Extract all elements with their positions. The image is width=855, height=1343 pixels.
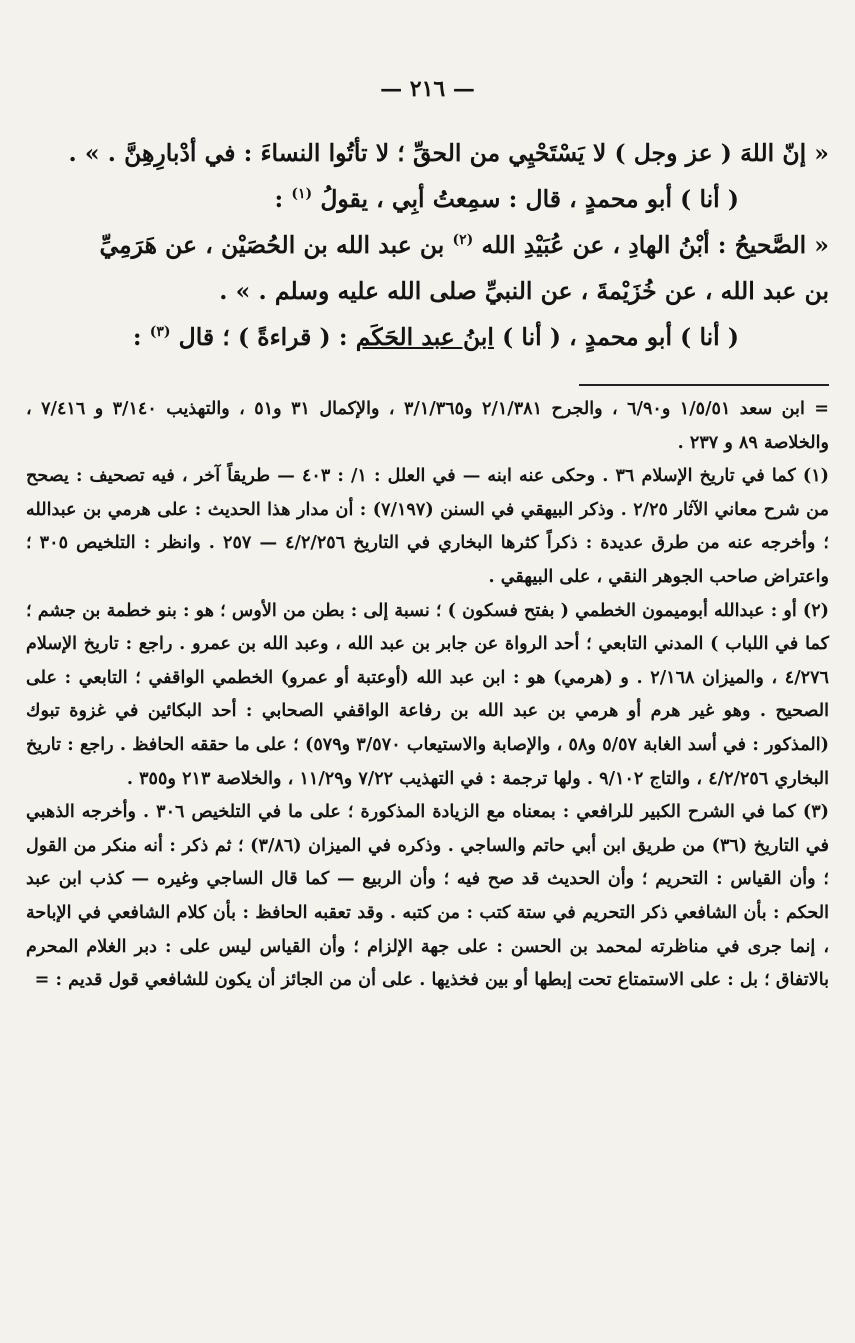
- footnote-continuation: = ابن سعد ١/٥/٥١ و٦/٩٠ ، والجرح ٢/١/٣٨١ و٣/١/٣٦٥ ، والإكمال ٣١ و٥١ ، والتهذيب ٣/١٤٠ و ٧/٤١٦ ، والخلاصة ٨٩ و ٢٣٧ .: [26, 398, 829, 453]
- footnote-ref-1: (١): [291, 186, 313, 203]
- footnote-3: (٣) كما في الشرح الكبير للرافعي : بمعناه مع الزيادة المذكورة ؛ على ما في التلخيص ٣٠٦ . وأخرجه الذهبي في التاريخ (٣٦) من طريق ابن أبي حاتم والساجي . وذكره في الميزان (٣/٨٦) ؛ ثم ذكر : أنه منكر من القول ؛ وأن القياس : التحريم ؛ وأن الحديث قد صح فيه ؛ وأن الربيع — كما قال الساجي وغيره — كذب ابن عبد الحكم : بأن الشافعي ذكر التحريم في ستة كتب : من كتبه . وقد تعقبه الحافظ : بأن كلام الشافعي في الإباحة ، إنما جرى في مناظرته لمحمد بن الحسن : على جهة الإلزام ؛ وأن القياس ليس على : دبر الغلام المحرم بالاتفاق ؛ بل : على الاستمتاع تحت إبطها أو بين فخذيها . على أن من الجائز أن يكون للشافعي قول قديم : =: [26, 801, 830, 991]
- footnote-2: (٢) أو : عبدالله أبوميمون الخطمي ( بفتح فسكون ) ؛ نسبة إلى : بطن من الأوس ؛ هو : بنو خطمة بن جشم ؛ كما في اللباب ) المدني التابعي ؛ أحد الرواة عن جابر بن عبد الله ، وعبد الله بن عمرو . راجع : تاريخ الإسلام ٤/٢٧٦ ، والميزان ٢/١٦٨ . و (هرمي) هو : ابن عبد الله (أوعتبة أو عمرو) الخطمي الواقفي ؛ التابعي : على الصحيح . وهو غير هرم أو هرمي بن عبد الله بن رفاعة الواقفي الصحابي : أحد البكائين في غزوة تبوك (المذكور : في أسد الغابة ٥/٥٧ و٥٨ ، والإصابة والاستيعاب ٣/٥٧٠ و٥٧٩) ؛ على ما حققه الحافظ . راجع : تاريخ البخاري ٤/٢/٢٥٦ ، والتاج ٩/١٠٢ . ولها ترجمة : في التهذيب ٧/٢٢ و١١/٢٩ ، والخلاصة ٢١٣ و٣٥٥ .: [26, 599, 830, 789]
- isnad-text: ( أنا ) أبو محمدٍ ، قال : سمِعتُ أبِي ، يقولُ: [312, 185, 739, 213]
- hadith-line-1: « إنّ اللهَ ( عز وجل ) لا يَسْتَحْيِي من الحقِّ ؛ لا تأتُوا النساءَ : في أدْبارِهِنَّ . » .: [68, 139, 829, 167]
- isnad-line-2: [26, 176, 829, 222]
- isnad-colon: :: [274, 185, 292, 213]
- isnad-text: ( أنا ) أبو محمدٍ ، ( أنا ): [493, 323, 739, 351]
- isnad-colon: :: [132, 323, 150, 351]
- main-text: [26, 130, 829, 360]
- hadith-line-3: [26, 222, 829, 268]
- underlined-name: ابنُ عبد الحَكَم: [355, 323, 494, 351]
- page-number: — ٢١٦ —: [380, 76, 475, 102]
- footnote-divider: [579, 384, 829, 386]
- chain-text-cont: بن عبد الله بن الحُصَيْن ، عن هَرَمِيِّ: [99, 231, 453, 259]
- chain-text: « الصَّحيحُ : أبْنُ الهادِ ، عن عُبَيْدِ الله: [473, 231, 829, 259]
- footnote-ref-3: (٣): [149, 324, 171, 341]
- isnad-text-cont: : ( قراءةً ) ؛ قال: [170, 323, 356, 351]
- isnad-line-5: [26, 314, 829, 360]
- footnote-1: (١) كما في تاريخ الإسلام ٣٦ . وحكى عنه ابنه — في العلل : ١/ : ٤٠٣ — طريقاً آخر ، فيه تصحيف : يصحح من شرح معاني الآثار ٢/٢٥ . وذكر البيهقي في السنن (٧/١٩٧) : أن مدار هذا الحديث : على هرمي بن عبدالله ؛ وأخرجه عنه من طرق عديدة : ذكراً كثرها البخاري في التاريخ ٤/٢/٢٥٦ — ٢٥٧ . وانظر : التلخيص ٣٠٥ ؛ واعتراض صاحب الجوهر النقي ، على البيهقي .: [26, 465, 829, 587]
- footnotes: [26, 392, 829, 997]
- hadith-line-4: بن عبد الله ، عن خُزَيْمةَ ، عن النبيِّ صلى الله عليه وسلم . » .: [219, 277, 829, 305]
- footnote-ref-2: (٢): [452, 232, 474, 249]
